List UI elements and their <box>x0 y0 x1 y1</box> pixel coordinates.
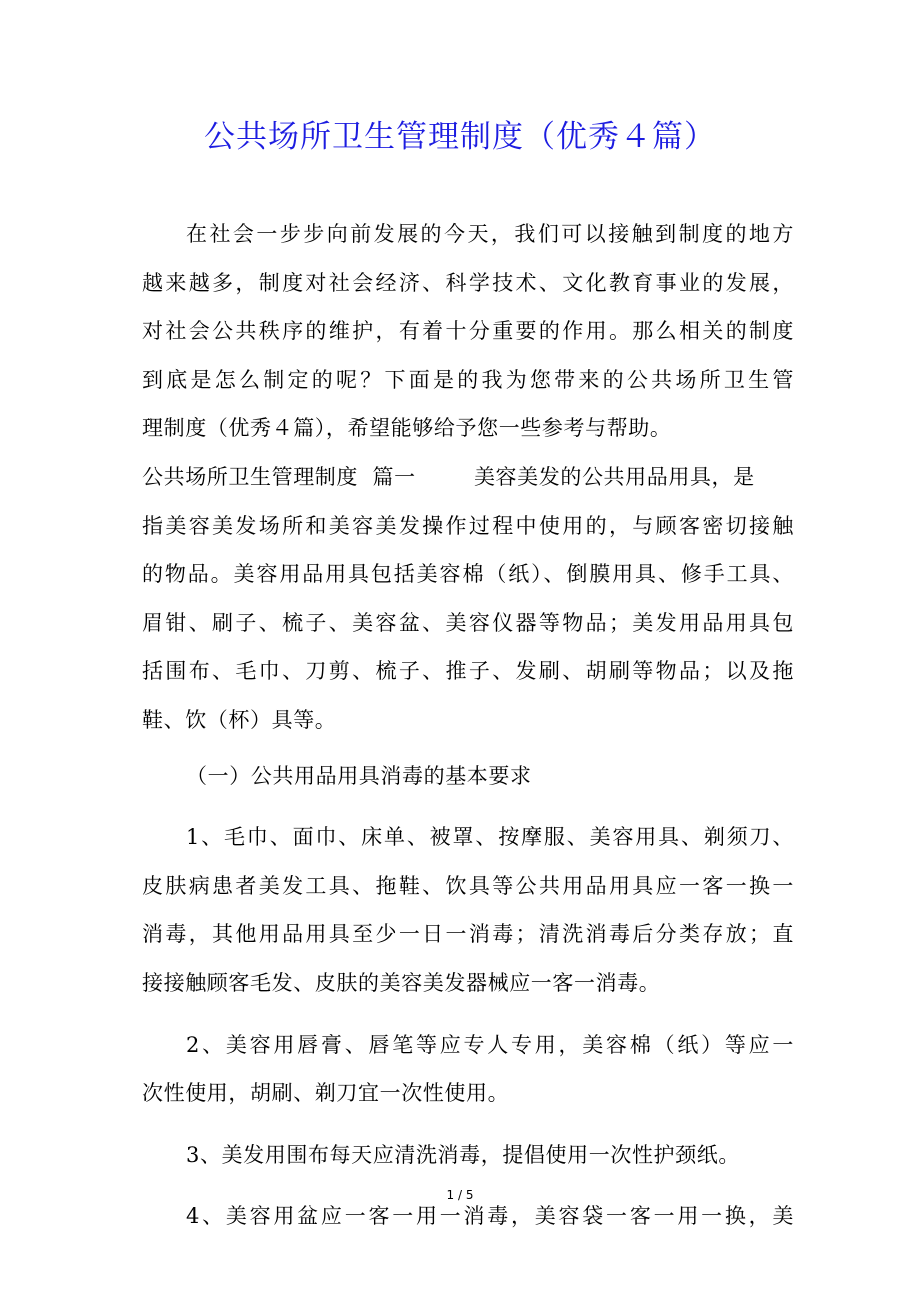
text-line: 眉钳、刷子、梳子、美容盆、美容仪器等物品；美发用品用具包 <box>142 610 794 635</box>
section-heading-line: 公共场所卫生管理制度 篇一 美容美发的公共用品用具，是 <box>142 464 755 489</box>
text-line: 越来越多，制度对社会经济、科学技术、文化教育事业的发展， <box>142 270 794 295</box>
text-line: 1、毛巾、面巾、床单、被罩、按摩服、美容用具、剃须刀、 <box>186 825 794 850</box>
text-line: 对社会公共秩序的维护，有着十分重要的作用。那么相关的制度 <box>142 319 794 344</box>
text-line: 3、美发用围布每天应清洗消毒，提倡使用一次性护颈纸。 <box>186 1142 740 1167</box>
text-line: 在社会一步步向前发展的今天，我们可以接触到制度的地方 <box>186 222 794 246</box>
text-line: 2、美容用唇膏、唇笔等应专人专用，美容棉（纸）等应一 <box>186 1032 794 1057</box>
text-line: 消毒，其他用品用具至少一日一消毒；清洗消毒后分类存放；直 <box>142 922 794 947</box>
text-line: 到底是怎么制定的呢？下面是的我为您带来的公共场所卫生管 <box>142 367 794 392</box>
text-line: 4、美容用盆应一客一用一消毒，美容袋一客一用一换，美 <box>186 1204 794 1229</box>
intro-paragraph <box>142 210 794 453</box>
document-title: 公共场所卫生管理制度（优秀４篇） <box>204 119 716 155</box>
text-line: 次性使用，胡刷、剃刀宜一次性使用。 <box>142 1081 510 1106</box>
text-line: 理制度（优秀４篇），希望能够给予您一些参考与帮助。 <box>142 416 672 441</box>
subheading: （一）公共用品用具消毒的基本要求 <box>186 763 532 788</box>
item-1-paragraph <box>142 813 794 1007</box>
text-line: 括围布、毛巾、刀剪、梳子、推子、发刷、胡刷等物品；以及拖 <box>142 659 794 684</box>
text-line: 接接触顾客毛发、皮肤的美容美发器械应一客一消毒。 <box>142 970 661 995</box>
text-line: 指美容美发场所和美容美发操作过程中使用的，与顾客密切接触 <box>142 513 794 538</box>
page-number: 1 / 5 <box>446 1188 474 1202</box>
text-line: 的物品。美容用品用具包括美容棉（纸）、倒膜用具、修手工具、 <box>142 562 794 587</box>
text-line: 皮肤病患者美发工具、拖鞋、饮具等公共用品用具应一客一换一 <box>142 873 794 898</box>
text-line: 鞋、饮（杯）具等。 <box>142 707 337 732</box>
document-body <box>142 210 794 1241</box>
item-2-paragraph <box>142 1021 794 1118</box>
section-one-paragraph <box>142 453 794 745</box>
item-3-paragraph <box>142 1131 794 1180</box>
